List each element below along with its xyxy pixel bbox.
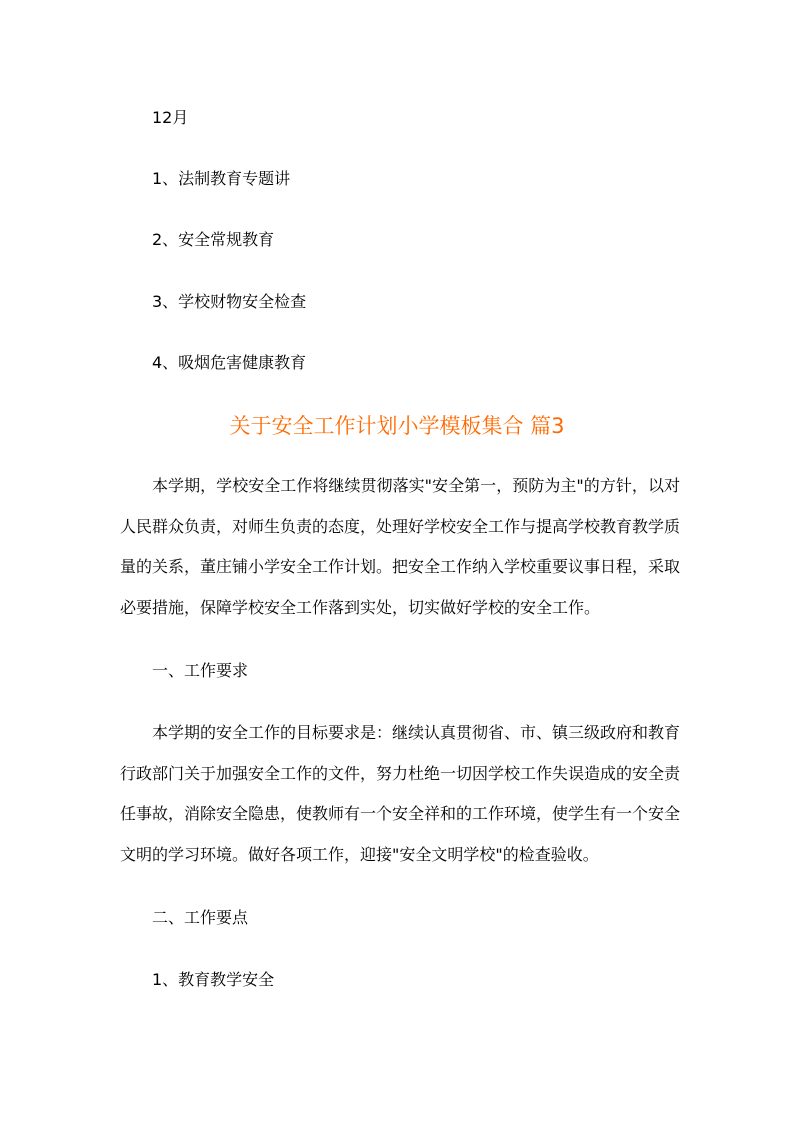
heading-work-points: 二、工作要点 [152,908,249,927]
requirements-paragraph: 本学期的安全工作的目标要求是：继续认真贯彻省、市、镇三级政府和教育行政部门关于加强安全工作的文件，努力杜绝一切因学校工作失误造成的安全责任事故，消除安全隐患，使教师有一个安全祥和的工作环境，使学生有一个安全文明的学习环境。做好各项工作，迎接"安全文明学校"的检查验收。 [120,723,681,864]
month-label: 12月 [152,108,189,127]
list-item-3: 3、学校财物安全检查 [152,292,307,311]
list-item-4: 4、吸烟危害健康教育 [152,353,307,372]
list-item-2: 2、安全常规教育 [152,230,275,249]
sub-item-1: 1、教育教学安全 [152,970,275,989]
list-item-1: 1、法制教育专题讲 [152,169,291,188]
heading-work-requirements: 一、工作要求 [152,661,249,680]
section-title: 关于安全工作计划小学模板集合 篇3 [229,414,565,438]
intro-paragraph: 本学期，学校安全工作将继续贯彻落实"安全第一，预防为主"的方针，以对人民群众负责，对师生负责的态度，处理好学校安全工作与提高学校教育教学质量的关系，董庄铺小学安全工作计划。把安全工作纳入学校重要议事日程，采取必要措施，保障学校安全工作落到实处，切实做好学校的安全工作。 [120,476,681,617]
